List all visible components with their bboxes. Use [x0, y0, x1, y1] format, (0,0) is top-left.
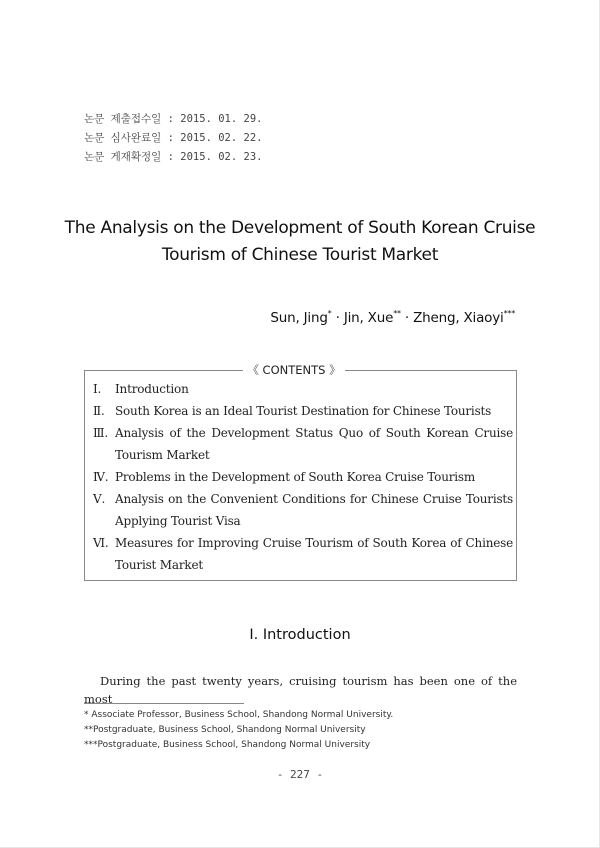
toc-number: Ⅳ. — [93, 470, 109, 484]
section-heading: Ⅰ. Introduction — [249, 627, 351, 643]
body-paragraph: During the past twenty years, cruising tourism has been one of the most — [84, 674, 517, 706]
author-name: Sun, Jing — [270, 310, 328, 326]
submission-dates — [84, 110, 262, 167]
toc-item — [93, 532, 513, 576]
toc-text: Measures for Improving Cruise Tourism of South Korea of Chinese Tourist Market — [115, 536, 513, 572]
toc-item — [93, 488, 513, 532]
toc-text: Analysis of the Development Status Quo of South Korean Cruise Tourism Market — [115, 426, 513, 462]
toc-item — [93, 378, 513, 400]
toc-number: Ⅲ. — [93, 426, 108, 440]
author-mark: * — [327, 309, 332, 318]
date-reviewed: 논문 심사완료일 : 2015. 02. 22. — [84, 132, 263, 144]
toc-number: Ⅰ. — [93, 382, 102, 396]
footnotes — [84, 708, 393, 753]
date-accepted: 논문 게재확정일 : 2015. 02. 23. — [84, 151, 263, 163]
footnote-divider — [84, 703, 244, 704]
author-name: Zheng, Xiaoyi — [413, 310, 504, 326]
footnote: * Associate Professor, Business School, Shandong Normal University. — [84, 710, 394, 720]
title-line-1: The Analysis on the Development of South Korean Cruise — [64, 218, 536, 238]
toc-item — [93, 422, 513, 466]
author-mark: *** — [503, 309, 515, 318]
paper-title — [60, 215, 540, 269]
toc-item — [93, 400, 513, 422]
author-list — [270, 309, 515, 326]
table-of-contents — [93, 378, 513, 576]
toc-number: Ⅱ. — [93, 404, 105, 418]
footnote: **Postgraduate, Business School, Shandong Normal University — [84, 725, 366, 735]
toc-text: Introduction — [115, 382, 189, 396]
author-mark: ** — [393, 309, 401, 318]
author-separator: · — [335, 310, 340, 326]
date-received: 논문 제출접수일 : 2015. 01. 29. — [84, 113, 263, 125]
toc-text: Problems in the Development of South Korea Cruise Tourism — [115, 470, 476, 484]
toc-text: Analysis on the Convenient Conditions for Chinese Cruise Tourists Applying Tourist Visa — [115, 492, 513, 528]
toc-text: South Korea is an Ideal Tourist Destination for Chinese Tourists — [115, 404, 492, 418]
toc-item — [93, 466, 513, 488]
contents-label: 《 CONTENTS 》 — [243, 362, 345, 378]
page-number: - 227 - — [276, 768, 324, 781]
title-line-2: Tourism of Chinese Tourist Market — [161, 245, 439, 265]
author-name: Jin, Xue — [343, 310, 394, 326]
footnote: ***Postgraduate, Business School, Shandong Normal University — [84, 740, 371, 750]
toc-number: Ⅵ. — [93, 536, 109, 550]
author-separator: · — [404, 310, 409, 326]
toc-number: Ⅴ. — [93, 492, 106, 506]
